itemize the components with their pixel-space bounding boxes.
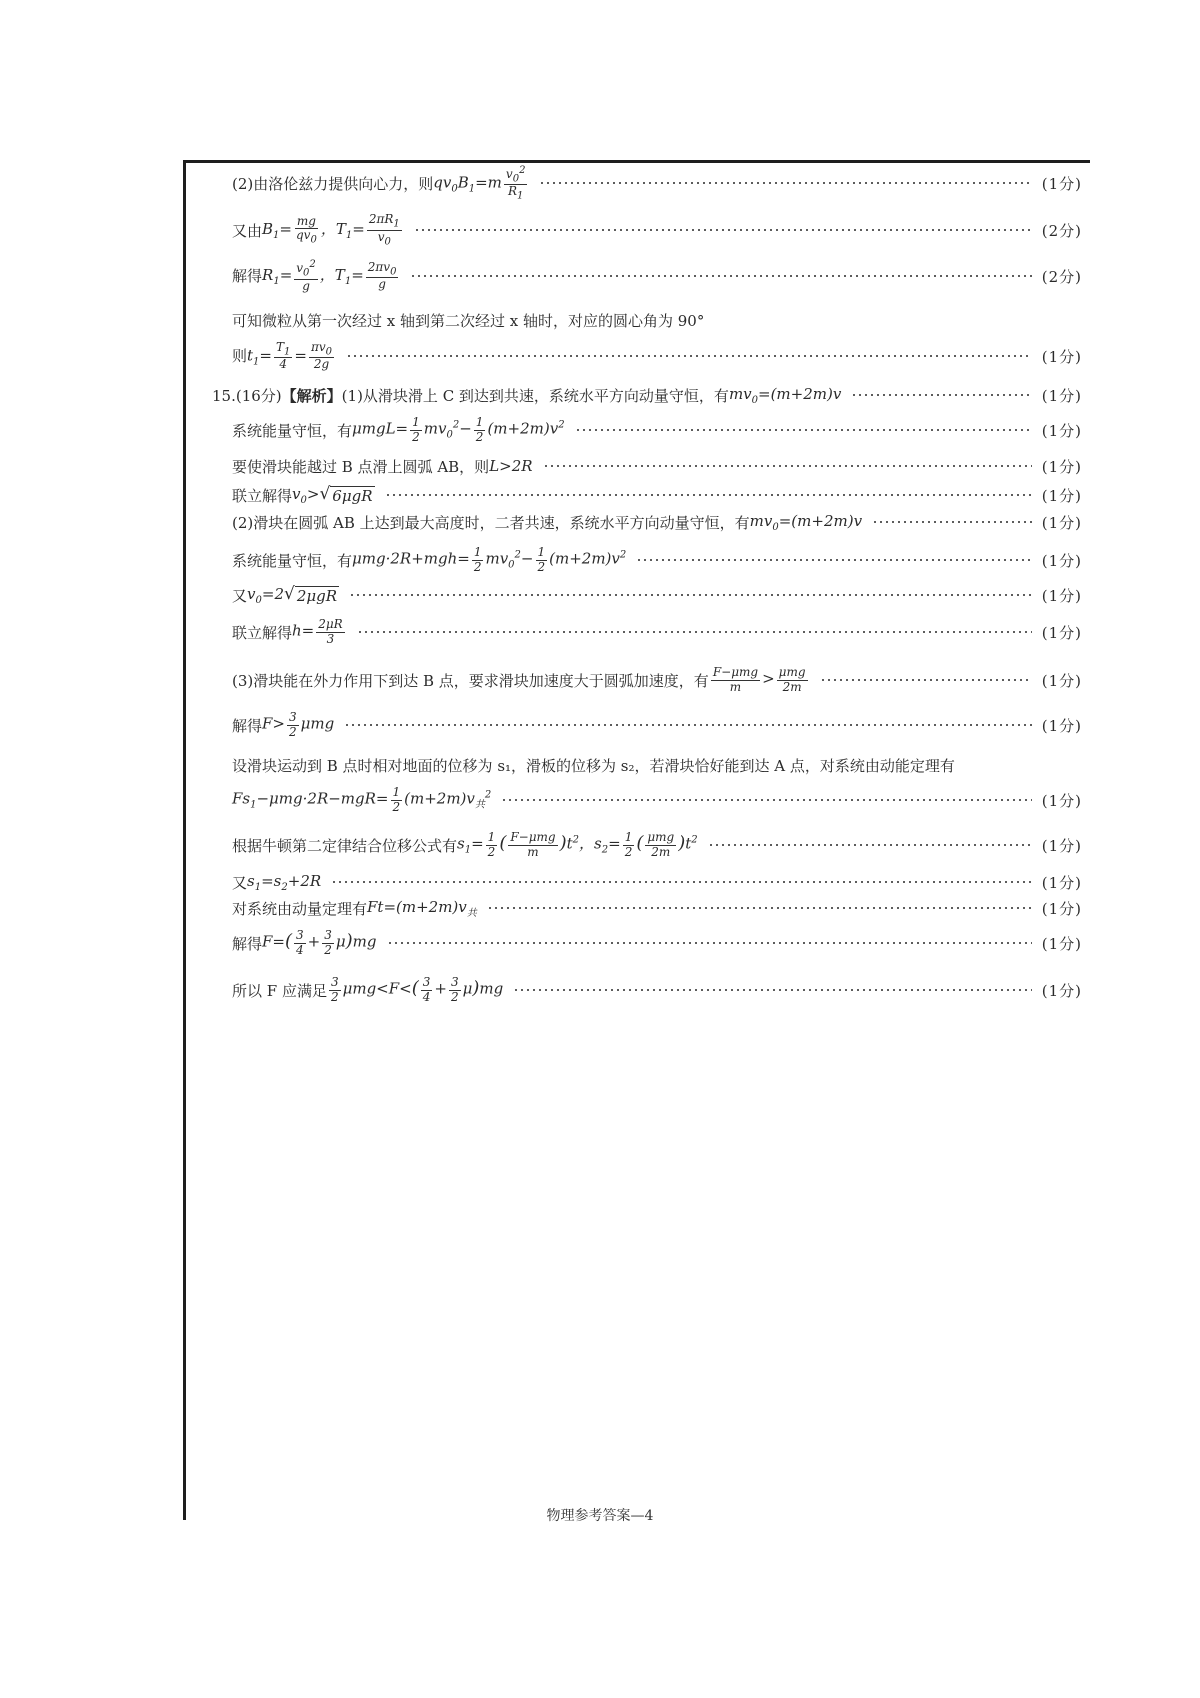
score-label: (2分) [1041, 267, 1082, 286]
line-text: 解得 [232, 934, 263, 953]
leader-dots [513, 989, 1032, 991]
formula: $v_0=2$ √ 2μgR [247, 584, 338, 606]
line-text: 解得 [232, 267, 263, 286]
score-label: (1分) [1041, 457, 1082, 476]
answer-line [232, 575, 1082, 615]
leader-dots [575, 429, 1032, 431]
line-text: 又 [232, 873, 248, 892]
formula: $qv_0B_1=m$ $\frac{v_0^2}{R_1}$ [433, 164, 526, 202]
formula: μmgL= $\frac{1}{2}$ $mv_0^2-$ $\frac{1}{2}$ $(m+2m)v^2$ [352, 415, 565, 444]
line-text: 对系统由动量定理有 [232, 899, 368, 918]
line-text: 要使滑块能越过 B 点滑上圆弧 AB，则 [232, 457, 490, 476]
line-text: 联立解得 [232, 623, 293, 642]
answer-line [232, 336, 1082, 376]
leader-dots [851, 394, 1031, 396]
score-label: (1分) [1041, 174, 1082, 193]
answer-line [232, 210, 1082, 250]
answer-line [232, 780, 1082, 820]
formula: $\frac{3}{2}$ μmg<F<( $\frac{3}{4}$ + $\frac{3}{2}$ μ)mg [330, 975, 504, 1004]
question-number: 15.(16分) [212, 386, 282, 405]
formula: $s_1=s_2+2R$ [247, 871, 322, 893]
score-label: (1分) [1041, 981, 1082, 1000]
score-label: (1分) [1041, 934, 1082, 953]
leader-dots [872, 521, 1032, 523]
formula: $mv_0=(m+2m)v$ [749, 511, 863, 533]
line-text: 设滑块运动到 B 点时相对地面的位移为 s₁，滑板的位移为 s₂，若滑块恰好能到达 A 点，对系统由动能定理有 [232, 756, 955, 775]
answer-line [232, 705, 1082, 745]
score-label: (1分) [1041, 623, 1082, 642]
formula: $s_1=$ $\frac{1}{2}$ ( F−μmg m )$t^2$，$s_2=$ $\frac{1}{2}$ ( μmg 2m )$t^2$ [457, 830, 698, 859]
leader-dots [331, 881, 1032, 883]
leader-dots [636, 559, 1031, 561]
formula: $B_1=$ $\frac{mg}{qv_0}$ ，$T_1=$ $\frac{2\pi R_1}{v_0}$ [262, 212, 400, 247]
answer-line [232, 410, 1082, 450]
analysis-tag: 【解析】 [281, 386, 342, 405]
formula: $mv_0=(m+2m)v$ [728, 384, 842, 406]
score-label: (1分) [1041, 716, 1082, 735]
answer-line [232, 540, 1082, 580]
score-label: (1分) [1041, 347, 1082, 366]
answer-line [232, 612, 1082, 652]
score-label: (1分) [1041, 421, 1082, 440]
line-text: 又 [232, 586, 248, 605]
line-text: 可知微粒从第一次经过 x 轴到第二次经过 x 轴时，对应的圆心角为 90° [232, 311, 705, 330]
formula: $R_1=$ $\frac{v_0^2}{g}$ ，$T_1=$ $\frac{2\pi v_0}{g}$ [262, 259, 397, 293]
score-label: (1分) [1041, 873, 1082, 892]
line-text: (1)从滑块滑上 C 到达到共速，系统水平方向动量守恒，有 [341, 386, 729, 405]
score-label: (1分) [1041, 791, 1082, 810]
leader-dots [344, 724, 1032, 726]
answer-line [232, 970, 1082, 1010]
leader-dots [539, 182, 1031, 184]
line-text: 根据牛顿第二定律结合位移公式有 [232, 836, 458, 855]
formula: L>2R [489, 457, 533, 475]
leader-dots [385, 494, 1032, 496]
line-text: (2)滑块在圆弧 AB 上达到最大高度时，二者共速，系统水平方向动量守恒，有 [232, 513, 750, 532]
formula: $t_1=$ $\frac{T_1}{4}$ = $\frac{\pi v_0}{2g}$ [247, 339, 333, 372]
leader-dots [501, 799, 1031, 801]
leader-dots [708, 844, 1032, 846]
formula: μmg·2R+mgh= $\frac{1}{2}$ $mv_0^2-$ $\frac{1}{2}$ $(m+2m)v^2$ [352, 545, 627, 574]
score-label: (1分) [1041, 836, 1082, 855]
line-text: 联立解得 [232, 486, 293, 505]
answer-line [232, 502, 1082, 542]
formula: F> $\frac{3}{2}$ μmg [262, 710, 335, 739]
leader-dots [346, 355, 1032, 357]
score-label: (1分) [1041, 899, 1082, 918]
leader-dots [487, 907, 1032, 909]
line-text: 系统能量守恒，有 [232, 421, 353, 440]
leader-dots [349, 594, 1032, 596]
page-frame-left [183, 160, 186, 1520]
formula: h= $\frac{2\mu R}{3}$ [292, 617, 343, 646]
answer-line [232, 923, 1082, 963]
leader-dots [387, 942, 1032, 944]
answer-line [232, 888, 1082, 928]
answer-line [232, 825, 1082, 865]
line-text: 系统能量守恒，有 [232, 551, 353, 570]
formula: $v_0>$ √ 6μgR [292, 484, 373, 506]
line-text: 又由 [232, 221, 263, 240]
line-text: (3)滑块能在外力作用下到达 B 点，要求滑块加速度大于圆弧加速度，有 [232, 671, 709, 690]
score-label: (1分) [1041, 513, 1082, 532]
score-label: (1分) [1041, 486, 1082, 505]
line-text: 所以 F 应满足 [232, 981, 327, 1000]
formula: F=( $\frac{3}{4}$ + $\frac{3}{2}$ μ)mg [262, 928, 377, 957]
answer-line [232, 163, 1082, 203]
score-label: (1分) [1041, 551, 1082, 570]
answer-line [212, 375, 1082, 415]
answer-line [232, 256, 1082, 296]
line-text: (2)由洛伦兹力提供向心力，则 [232, 174, 434, 193]
formula: $Ft=(m+2m)v_共$ [367, 897, 477, 919]
answer-line [232, 660, 1082, 700]
leader-dots [410, 275, 1031, 277]
formula: F−μmg m > μmg 2m [712, 665, 806, 694]
answer-line [232, 300, 704, 340]
page-footer: 物理参考答案—4 [546, 1508, 654, 1524]
leader-dots [820, 679, 1032, 681]
formula: $Fs_1-\mu mg\cdot 2R-mgR=$ $\frac{1}{2}$ $(m+2m)v_共^2$ [232, 785, 492, 814]
leader-dots [357, 631, 1032, 633]
line-text: 解得 [232, 716, 263, 735]
score-label: (1分) [1041, 386, 1082, 405]
answer-line [232, 745, 955, 785]
leader-dots [543, 465, 1032, 467]
score-label: (1分) [1041, 586, 1082, 605]
leader-dots [414, 229, 1032, 231]
score-label: (2分) [1041, 221, 1082, 240]
line-text: 则 [232, 347, 248, 366]
score-label: (1分) [1041, 671, 1082, 690]
